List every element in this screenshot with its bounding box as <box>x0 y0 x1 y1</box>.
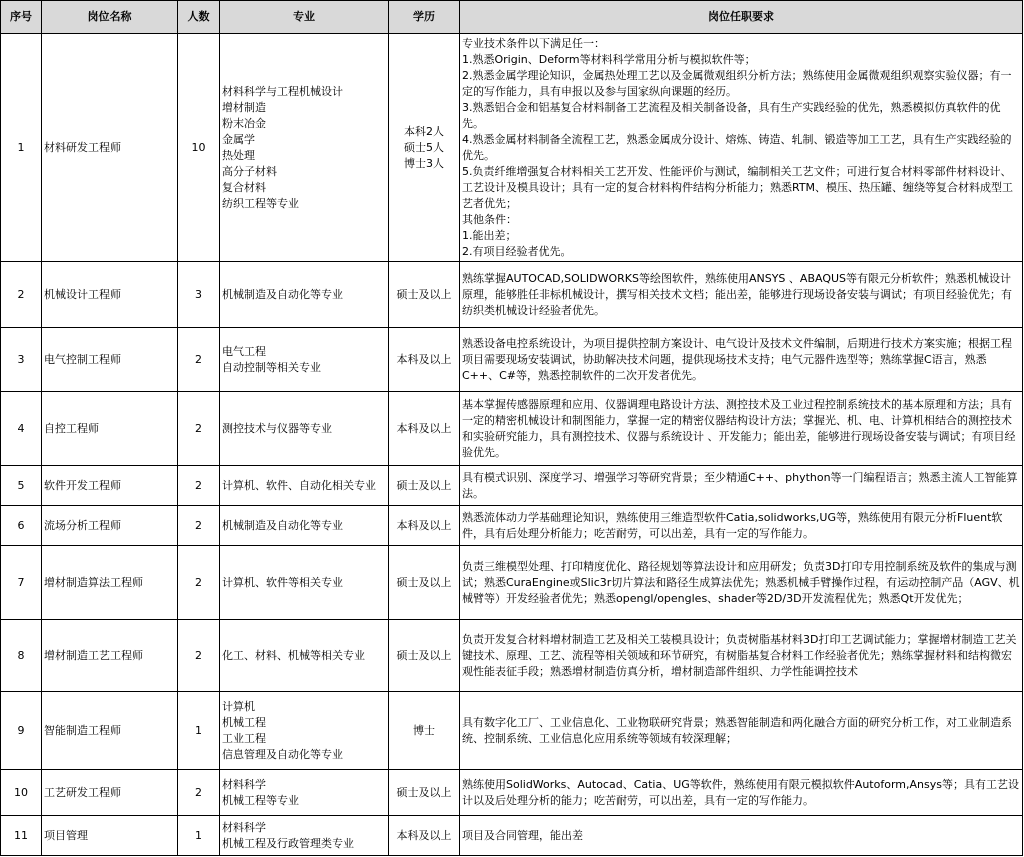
header-no: 序号 <box>1 1 42 34</box>
row-major: 机械制造及自动化等专业 <box>220 506 389 546</box>
row-edu: 硕士及以上 <box>389 546 460 620</box>
row-major: 材料科学与工程机械设计 增材制造 粉末冶金 金属学 热处理 高分子材料 复合材料 纺织工程等专业 <box>220 34 389 262</box>
row-title: 增材制造工艺工程师 <box>42 620 178 692</box>
row-title: 软件开发工程师 <box>42 466 178 506</box>
table-row <box>1 466 1023 506</box>
row-count: 1 <box>178 816 220 856</box>
row-no: 2 <box>1 262 42 328</box>
row-edu: 硕士及以上 <box>389 620 460 692</box>
row-major: 测控技术与仪器等专业 <box>220 392 389 466</box>
row-title: 智能制造工程师 <box>42 692 178 770</box>
row-edu: 本科及以上 <box>389 392 460 466</box>
row-count: 2 <box>178 506 220 546</box>
row-count: 3 <box>178 262 220 328</box>
row-major: 化工、材料、机械等相关专业 <box>220 620 389 692</box>
row-no: 10 <box>1 770 42 816</box>
row-count: 2 <box>178 328 220 392</box>
row-no: 4 <box>1 392 42 466</box>
row-edu: 本科及以上 <box>389 816 460 856</box>
row-requirements: 具有数字化工厂、工业信息化、工业物联研究背景；熟悉智能制造和两化融合方面的研究分析工作，对工业制造系统、控制系统、工业信息化应用系统等领域有较深理解； <box>460 692 1023 770</box>
row-requirements: 项目及合同管理，能出差 <box>460 816 1023 856</box>
row-title: 项目管理 <box>42 816 178 856</box>
row-major: 计算机、软件、自动化相关专业 <box>220 466 389 506</box>
row-no: 3 <box>1 328 42 392</box>
row-edu: 本科及以上 <box>389 506 460 546</box>
row-major: 机械制造及自动化等专业 <box>220 262 389 328</box>
row-requirements: 熟悉流体动力学基础理论知识，熟练使用三维造型软件Catia,solidworks,UG等，熟练使用有限元分析Fluent软件，具有后处理分析能力；吃苦耐劳，可以出差，具有一定的写作能力。 <box>460 506 1023 546</box>
row-major: 材料科学 机械工程等专业 <box>220 770 389 816</box>
row-count: 2 <box>178 466 220 506</box>
header-title: 岗位名称 <box>42 1 178 34</box>
table-row <box>1 328 1023 392</box>
row-no: 1 <box>1 34 42 262</box>
row-requirements: 熟练使用SolidWorks、Autocad、Catia、UG等软件，熟练使用有限元模拟软件Autoform,Ansys等；具有工艺设计以及后处理分析的能力；吃苦耐劳，可以出差，具有一定的写作能力。 <box>460 770 1023 816</box>
table-row <box>1 392 1023 466</box>
table-row <box>1 262 1023 328</box>
row-count: 10 <box>178 34 220 262</box>
row-no: 8 <box>1 620 42 692</box>
row-edu: 硕士及以上 <box>389 466 460 506</box>
row-title: 增材制造算法工程师 <box>42 546 178 620</box>
table-row <box>1 620 1023 692</box>
row-no: 11 <box>1 816 42 856</box>
row-requirements: 基本掌握传感器原理和应用、仪器调理电路设计方法、测控技术及工业过程控制系统技术的基本原理和方法；具有一定的精密机械设计和制图能力，掌握一定的精密仪器结构设计方法；掌握光、机、电、计算机相结合的测控技术和实验研究能力，具有测控技术、仪器与系统设计 、开发能力；能出差，能够进行现场设备安装与调试；有项目经验优先。 <box>460 392 1023 466</box>
row-major: 电气工程 自动控制等相关专业 <box>220 328 389 392</box>
row-requirements: 具有模式识别、深度学习、增强学习等研究背景；至少精通C++、phython等一门编程语言；熟悉主流人工智能算法。 <box>460 466 1023 506</box>
row-edu: 本科及以上 <box>389 328 460 392</box>
row-major: 计算机 机械工程 工业工程 信息管理及自动化等专业 <box>220 692 389 770</box>
header-major: 专业 <box>220 1 389 34</box>
row-edu: 硕士及以上 <box>389 262 460 328</box>
row-title: 电气控制工程师 <box>42 328 178 392</box>
row-no: 7 <box>1 546 42 620</box>
row-count: 2 <box>178 392 220 466</box>
header-count: 人数 <box>178 1 220 34</box>
row-title: 工艺研发工程师 <box>42 770 178 816</box>
row-requirements: 熟练掌握AUTOCAD,SOLIDWORKS等绘图软件，熟练使用ANSYS 、ABAQUS等有限元分析软件；熟悉机械设计原理，能够胜任非标机械设计，撰写相关技术文档；能出差，能够进行现场设备安装与调试；有项目经验优先；有纺织类机械设计经验者优先。 <box>460 262 1023 328</box>
row-edu: 本科2人 硕士5人 博士3人 <box>389 34 460 262</box>
row-title: 材料研发工程师 <box>42 34 178 262</box>
row-count: 2 <box>178 546 220 620</box>
header-edu: 学历 <box>389 1 460 34</box>
row-no: 5 <box>1 466 42 506</box>
row-title: 自控工程师 <box>42 392 178 466</box>
row-count: 2 <box>178 620 220 692</box>
row-requirements: 熟悉设备电控系统设计，为项目提供控制方案设计、电气设计及技术文件编制，后期进行技术方案实施；根据工程项目需要现场安装调试，协助解决技术问题，提供现场技术支持；电气元器件选型等；熟练掌握C语言，熟悉C++、C#等，熟悉控制软件的二次开发者优先。 <box>460 328 1023 392</box>
table-row <box>1 546 1023 620</box>
row-edu: 博士 <box>389 692 460 770</box>
row-title: 机械设计工程师 <box>42 262 178 328</box>
row-major: 材料科学 机械工程及行政管理类专业 <box>220 816 389 856</box>
table-row <box>1 34 1023 262</box>
header-row <box>1 1 1023 34</box>
row-no: 6 <box>1 506 42 546</box>
row-requirements: 负责开发复合材料增材制造工艺及相关工装模具设计；负责树脂基材料3D打印工艺调试能力；掌握增材制造工艺关键技术、原理、工艺、流程等相关领域和环节研究，有树脂基复合材料工作经验者优先；熟练掌握材料和结构微宏观性能表征手段；熟悉增材制造仿真分析，增材制造部件组织、力学性能调控技术 <box>460 620 1023 692</box>
row-edu: 硕士及以上 <box>389 770 460 816</box>
row-count: 1 <box>178 692 220 770</box>
table-row <box>1 692 1023 770</box>
table-row <box>1 770 1023 816</box>
row-major: 计算机、软件等相关专业 <box>220 546 389 620</box>
row-count: 2 <box>178 770 220 816</box>
row-no: 9 <box>1 692 42 770</box>
header-requirements: 岗位任职要求 <box>460 1 1023 34</box>
table-row <box>1 816 1023 856</box>
row-requirements: 负责三维模型处理、打印精度优化、路径规划等算法设计和应用研发；负责3D打印专用控制系统及软件的集成与测试；熟悉CuraEngine或Slic3r切片算法和路径生成算法优先；熟悉机械手臂操作过程，有运动控制产品（AGV、机械臂等）开发经验者优先；熟悉opengl/opengles、shader等2D/3D开发流程优先；熟悉Qt开发优先； <box>460 546 1023 620</box>
table-row <box>1 506 1023 546</box>
row-requirements: 专业技术条件以下满足任一： 1.熟悉Origin、Deform等材料科学常用分析与模拟软件等； 2.熟悉金属学理论知识，金属热处理工艺以及金属微观组织分析方法；熟练使用金属微观组织观察实验仪器；有一定的写作能力，具有申报以及参与国家纵向课题的经历。 3.熟悉铝合金和铝基复合材料制备工艺流程及相关制备设备，具有生产实践经验的优先，熟悉模拟仿真软件的优先。 4.熟悉金属材料制备全流程工艺，熟悉金属成分设计、熔炼、铸造、轧制、锻造等加工工艺，具有生产实践经验的优先。 5.负责纤维增强复合材料相关工艺开发、性能评价与测试，编制相关工艺文件；可进行复合材料零部件材料设计、工艺设计及模具设计；具有一定的复合材料构件结构分析能力；熟悉RTM、模压、热压罐、缠绕等复合材料成型工艺者优先； 其他条件： 1.能出差； 2.有项目经验者优先。 <box>460 34 1023 262</box>
row-title: 流场分析工程师 <box>42 506 178 546</box>
